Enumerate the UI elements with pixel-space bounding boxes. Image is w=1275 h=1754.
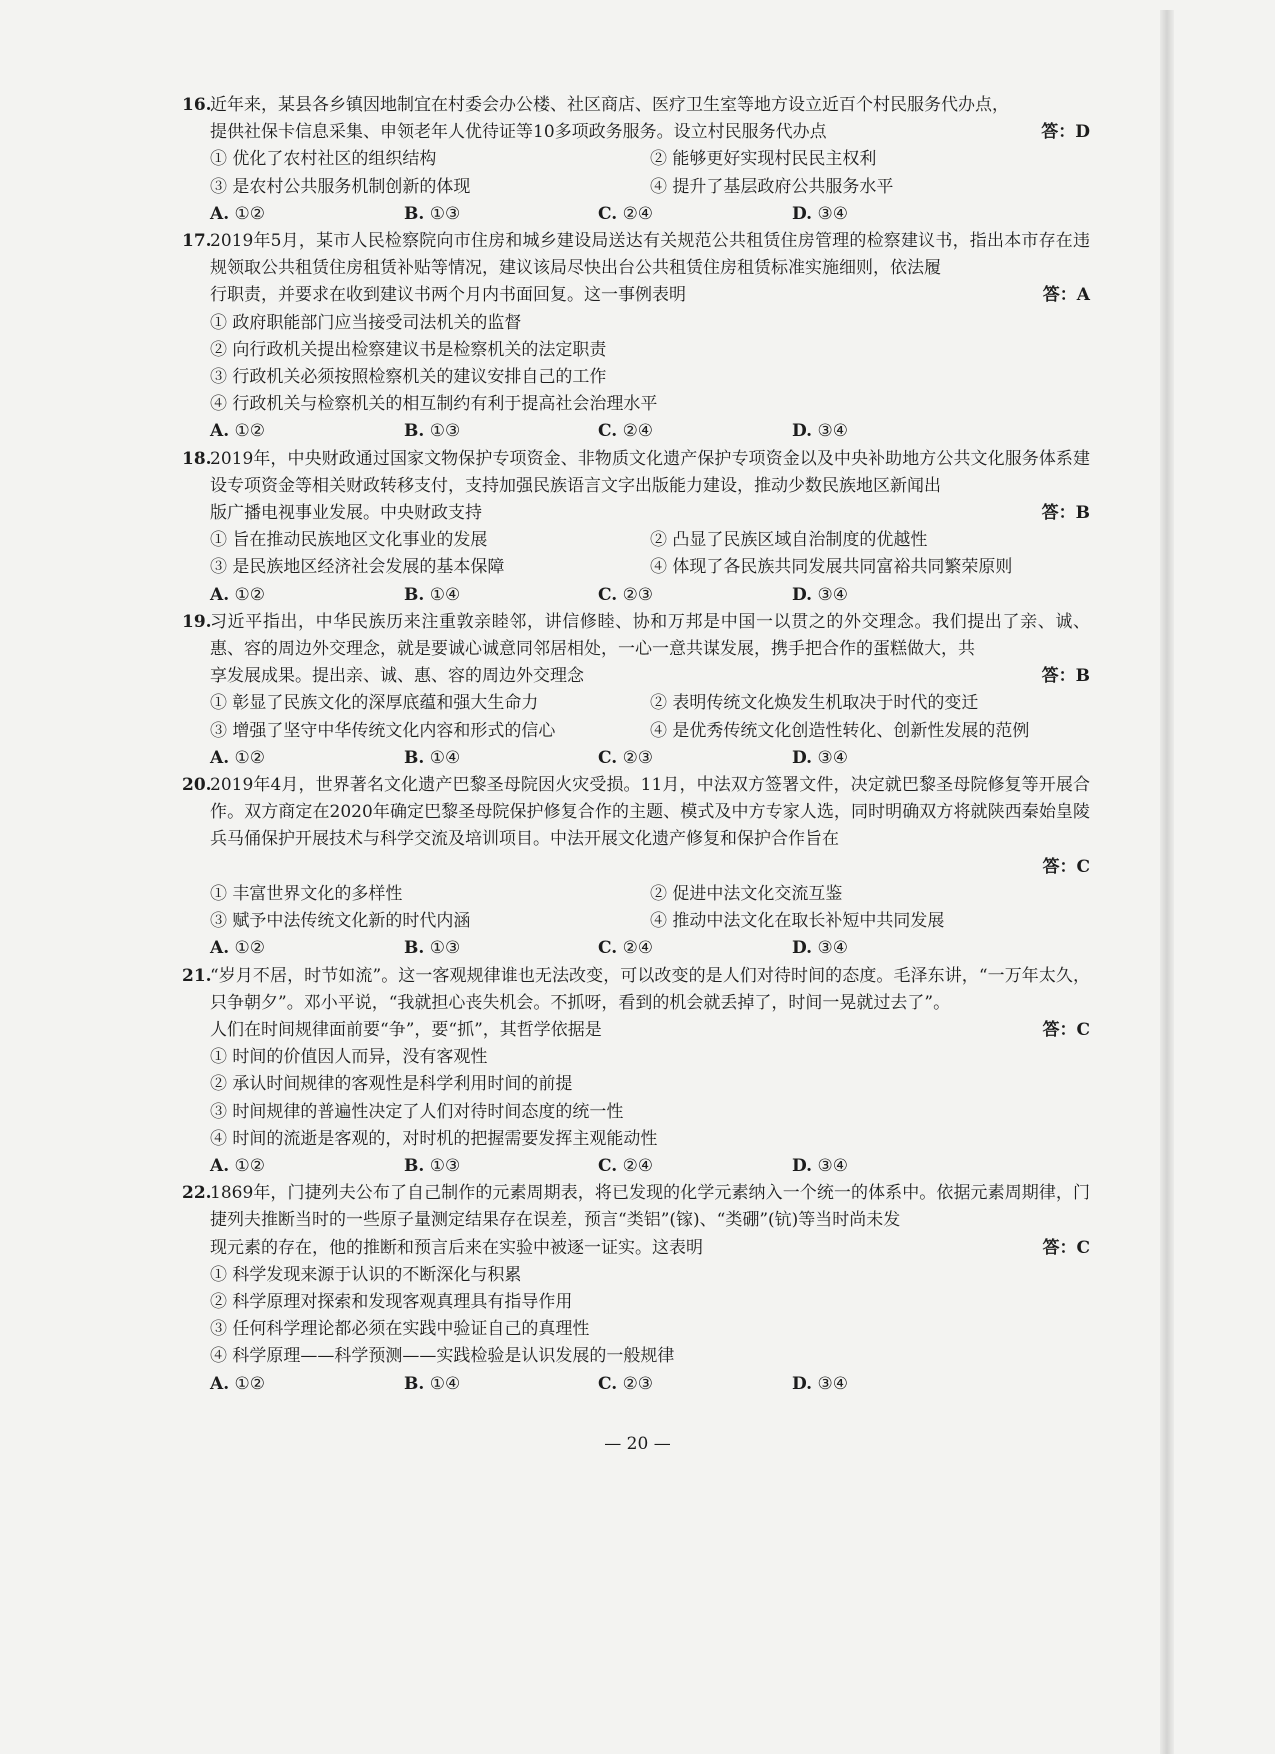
statement-item: ② 凸显了民族区域自治制度的优越性 (650, 530, 928, 551)
statement-item: ① 彰显了民族文化的深厚底蕴和强大生命力 (210, 693, 539, 714)
statement-list (182, 1044, 1090, 1153)
answer-prefix: 答： (1041, 666, 1076, 687)
stem-text-last-line (210, 663, 1090, 690)
choice-letter: A. (210, 421, 230, 442)
stem-text-last: 享发展成果。提出亲、诚、惠、容的周边外交理念 (210, 666, 584, 687)
choice-option (404, 1153, 598, 1180)
choice-value: ②③ (622, 747, 654, 768)
choice-letter: C. (598, 584, 618, 605)
stem-text-last-line (210, 500, 1090, 527)
choice-letter: D. (792, 1155, 813, 1176)
answer-key (1042, 663, 1090, 690)
statement-item: ③ 行政机关必须按照检察机关的建议安排自己的工作 (210, 367, 607, 388)
answer-letter: C (1076, 856, 1090, 877)
exam-page (182, 92, 1090, 1398)
statement-item: ③ 任何科学理论都必须在实践中验证自己的真理性 (210, 1319, 590, 1340)
stem-text-main: 2019年5月，某市人民检察院向市住房和城乡建设局送达有关规范公共租赁住房管理的检察建议书，指出本市存在违规领取公共租赁住房租赁补贴等情况，建议该局尽快出台公共租赁住房租赁标准实施细则，依法履 (210, 231, 1090, 279)
choice-option (210, 745, 404, 772)
answer-letter: C (1076, 1237, 1090, 1258)
stem-text-last: 人们在时间规律面前要“争”，要“抓”，其哲学依据是 (210, 1019, 602, 1040)
choice-value: ③④ (817, 747, 848, 768)
answer-key (1041, 119, 1090, 146)
statement-item: ① 丰富世界文化的多样性 (210, 883, 403, 904)
choice-value: ③④ (817, 1155, 848, 1176)
question-stem (182, 772, 1090, 854)
choice-letter: B. (404, 1155, 425, 1176)
choice-letter: B. (404, 584, 425, 605)
choice-value: ①② (234, 747, 265, 768)
stem-text-main: “岁月不居，时节如流”。这一客观规律谁也无法改变，可以改变的是人们对待时间的态度。毛泽东讲，“一万年太久，只争朝夕”。邓小平说，“我就担心丧失机会。不抓呀，看到的机会就丢掉了，时间一晃就过去了”。 (210, 965, 1090, 1013)
choice-option (210, 582, 404, 609)
answer-letter: B (1075, 503, 1090, 524)
statement-item: ③ 增强了坚守中华传统文化内容和形式的信心 (210, 720, 556, 741)
choice-letter: B. (404, 421, 425, 442)
choice-letter: D. (792, 203, 813, 224)
stem-text-main: 近年来，某县各乡镇因地制宜在村委会办公楼、社区商店、医疗卫生室等地方设立近百个村民服务代办点， (210, 95, 1009, 115)
stem-text-last: 行职责，并要求在收到建议书两个月内书面回复。这一事例表明 (210, 285, 686, 306)
choice-letter: B. (404, 203, 425, 224)
question-stem (182, 228, 1090, 310)
choice-option (792, 935, 986, 962)
choice-option (598, 201, 792, 228)
stem-text-last-line (210, 282, 1090, 309)
choice-option (404, 935, 598, 962)
choice-list (182, 935, 1090, 962)
choice-value: ②④ (622, 203, 654, 224)
question-20 (182, 772, 1090, 962)
choice-letter: C. (598, 747, 618, 768)
choice-value: ①③ (429, 203, 461, 224)
choice-value: ①③ (429, 421, 461, 442)
choice-option (210, 201, 404, 228)
stem-text-main: 习近平指出，中华民族历来注重敦亲睦邻，讲信修睦、协和万邦是中国一以贯之的外交理念。我们提出了亲、诚、惠、容的周边外交理念，就是要诚心诚意同邻居相处，一心一意共谋发展，携手把合作的蛋糕做大，共 (210, 611, 1090, 660)
choice-letter: D. (792, 747, 813, 768)
statement-item: ③ 是农村公共服务机制创新的体现 (210, 176, 471, 197)
statement-list (182, 881, 1090, 935)
answer-key (1042, 1235, 1090, 1262)
statement-list (182, 146, 1090, 200)
choice-letter: A. (210, 203, 230, 224)
statement-item: ③ 赋予中法传统文化新的时代内涵 (210, 911, 471, 932)
question-stem (182, 92, 1090, 146)
answer-prefix: 答： (1041, 503, 1076, 524)
choice-list (182, 582, 1090, 609)
statement-item: ② 能够更好实现村民民主权利 (650, 149, 877, 170)
statement-item: ① 时间的价值因人而异，没有客观性 (210, 1047, 488, 1068)
choice-option (210, 1153, 404, 1180)
question-22 (182, 1180, 1090, 1398)
question-stem (182, 609, 1090, 691)
answer-line (182, 854, 1090, 881)
answer-prefix: 答： (1041, 122, 1076, 143)
choice-option (404, 1371, 598, 1398)
choice-letter: A. (210, 1373, 230, 1394)
question-19 (182, 609, 1090, 772)
choice-option (792, 1371, 986, 1398)
stem-text-last: 提供社保卡信息采集、申领老年人优待证等10多项政务服务。设立村民服务代办点 (210, 122, 827, 143)
choice-letter: D. (792, 421, 813, 442)
choice-option (598, 418, 792, 445)
answer-letter: A (1076, 285, 1090, 306)
choice-option (792, 418, 986, 445)
answer-letter: D (1075, 122, 1090, 143)
stem-text-last-line (210, 119, 1090, 146)
scan-edge-shadow (1160, 10, 1174, 1754)
choice-value: ③④ (817, 1373, 848, 1394)
answer-prefix: 答： (1042, 1237, 1077, 1258)
question-stem-text (210, 92, 1090, 146)
choice-option (598, 1371, 792, 1398)
choice-letter: B. (404, 938, 425, 959)
choice-list (182, 201, 1090, 228)
stem-text-main: 2019年，中央财政通过国家文物保护专项资金、非物质文化遗产保护专项资金以及中央补助地方公共文化服务体系建设专项资金等相关财政转移支付，支持加强民族语言文字出版能力建设，推动少数民族地区新闻出 (210, 448, 1090, 496)
choice-letter: A. (210, 584, 230, 605)
question-17 (182, 228, 1090, 446)
stem-text-last: 现元素的存在，他的推断和预言后来在实验中被逐一证实。这表明 (210, 1237, 703, 1258)
question-stem-text (210, 228, 1090, 310)
stem-text-last: 版广播电视事业发展。中央财政支持 (210, 503, 482, 524)
choice-letter: C. (598, 203, 618, 224)
statement-item: ① 政府职能部门应当接受司法机关的监督 (210, 312, 522, 333)
answer-letter: C (1076, 1019, 1090, 1040)
choice-letter: D. (792, 1373, 813, 1394)
choice-value: ③④ (817, 938, 848, 959)
statement-item: ① 优化了农村社区的组织结构 (210, 149, 437, 170)
question-16 (182, 92, 1090, 228)
choice-list (182, 418, 1090, 445)
choice-option (792, 1153, 986, 1180)
question-stem-text (210, 1180, 1090, 1262)
answer-prefix: 答： (1042, 285, 1077, 306)
question-stem (182, 963, 1090, 1045)
choice-letter: B. (404, 1373, 425, 1394)
choice-option (792, 745, 986, 772)
answer-key (1043, 282, 1090, 309)
choice-letter: C. (598, 938, 618, 959)
choice-option (598, 745, 792, 772)
choice-value: ③④ (817, 203, 848, 224)
statement-item: ① 旨在推动民族地区文化事业的发展 (210, 530, 488, 551)
statement-item: ④ 体现了各民族共同发展共同富裕共同繁荣原则 (650, 557, 1013, 578)
choice-value: ①③ (429, 938, 461, 959)
question-number: 16. (182, 95, 212, 115)
question-number: 19. (182, 611, 212, 632)
choice-option (598, 935, 792, 962)
choice-value: ①③ (429, 1155, 461, 1176)
statement-item: ④ 推动中法文化在取长补短中共同发展 (650, 911, 945, 932)
choice-value: ①② (234, 1155, 265, 1176)
stem-text-last-line (210, 1017, 1090, 1044)
question-number: 21. (182, 965, 212, 986)
choice-option (598, 1153, 792, 1180)
choice-letter: A. (210, 938, 230, 959)
choice-value: ②④ (622, 421, 654, 442)
question-stem (182, 446, 1090, 528)
choice-value: ①② (234, 203, 265, 224)
question-21 (182, 963, 1090, 1181)
choice-value: ①② (234, 584, 265, 605)
question-number: 22. (182, 1183, 212, 1204)
choice-letter: C. (598, 421, 618, 442)
choice-option (404, 582, 598, 609)
statement-item: ④ 是优秀传统文化创造性转化、创新性发展的范例 (650, 720, 1030, 741)
statement-list (182, 690, 1090, 744)
statement-list (182, 310, 1090, 419)
statement-item: ④ 提升了基层政府公共服务水平 (650, 176, 894, 197)
question-number: 18. (182, 448, 212, 469)
choice-list (182, 1153, 1090, 1180)
statement-item: ② 承认时间规律的客观性是科学利用时间的前提 (210, 1074, 573, 1095)
choice-option (792, 201, 986, 228)
choice-letter: D. (792, 938, 813, 959)
answer-key (1042, 1017, 1090, 1044)
stem-text-main: 1869年，门捷列夫公布了自己制作的元素周期表，将已发现的化学元素纳入一个统一的体系中。依据元素周期律，门捷列夫推断当时的一些原子量测定结果存在误差，预言“类铝”(镓)、“类硼”(钪)等当时尚未发 (210, 1183, 1090, 1231)
question-stem-text (210, 772, 1090, 854)
statement-item: ③ 时间规律的普遍性决定了人们对待时间态度的统一性 (210, 1101, 624, 1122)
choice-option (404, 418, 598, 445)
question-stem-text (210, 609, 1090, 691)
statement-list (182, 527, 1090, 581)
answer-key (1042, 857, 1090, 877)
choice-letter: D. (792, 584, 813, 605)
statement-item: ② 科学原理对探索和发现客观真理具有指导作用 (210, 1291, 573, 1312)
choice-list (182, 1371, 1090, 1398)
statement-item: ④ 行政机关与检察机关的相互制约有利于提高社会治理水平 (210, 394, 658, 415)
choice-option (210, 418, 404, 445)
choice-value: ③④ (817, 421, 848, 442)
choice-letter: A. (210, 747, 230, 768)
statement-list (182, 1262, 1090, 1371)
choice-value: ①② (234, 1373, 265, 1394)
question-number: 20. (182, 775, 212, 796)
choice-letter: B. (404, 747, 425, 768)
choice-value: ①② (234, 938, 265, 959)
statement-item: ② 向行政机关提出检察建议书是检察机关的法定职责 (210, 339, 607, 360)
statement-item: ② 促进中法文化交流互鉴 (650, 883, 843, 904)
statement-item: ① 科学发现来源于认识的不断深化与积累 (210, 1264, 522, 1285)
question-number: 17. (182, 231, 212, 252)
question-stem (182, 1180, 1090, 1262)
page-number: — 20 — (604, 1434, 671, 1454)
choice-value: ③④ (817, 584, 848, 605)
stem-text-last-line (210, 1235, 1090, 1262)
choice-value: ②④ (622, 1155, 654, 1176)
question-stem-text (210, 446, 1090, 528)
choice-option (404, 201, 598, 228)
choice-letter: A. (210, 1155, 230, 1176)
answer-letter: B (1075, 666, 1090, 687)
choice-list (182, 745, 1090, 772)
choice-value: ②③ (622, 1373, 654, 1394)
choice-value: ②③ (622, 584, 654, 605)
statement-item: ④ 时间的流逝是客观的，对时机的把握需要发挥主观能动性 (210, 1128, 658, 1149)
choice-option (404, 745, 598, 772)
statement-item: ④ 科学原理——科学预测——实践检验是认识发展的一般规律 (210, 1346, 675, 1367)
question-stem-text (210, 963, 1090, 1045)
choice-option (792, 582, 986, 609)
choice-letter: C. (598, 1155, 618, 1176)
statement-item: ② 表明传统文化焕发生机取决于时代的变迁 (650, 693, 979, 714)
choice-letter: C. (598, 1373, 618, 1394)
choice-value: ②④ (622, 938, 654, 959)
choice-option (210, 935, 404, 962)
choice-value: ①④ (429, 1373, 461, 1394)
answer-prefix: 答： (1042, 1019, 1077, 1040)
statement-item: ③ 是民族地区经济社会发展的基本保障 (210, 557, 505, 578)
choice-option (598, 582, 792, 609)
stem-text-main: 2019年4月，世界著名文化遗产巴黎圣母院因火灾受损。11月，中法双方签署文件，决定就巴黎圣母院修复等开展合作。双方商定在2020年确定巴黎圣母院保护修复合作的主题、模式及中方专家人选，同时明确双方将就陕西秦始皇陵兵马俑保护开展技术与科学交流及培训项目。中法开展文化遗产修复和保护合作旨在 (210, 775, 1090, 850)
answer-prefix: 答： (1042, 856, 1077, 877)
choice-value: ①② (234, 421, 265, 442)
choice-value: ①④ (429, 747, 461, 768)
answer-key (1042, 500, 1090, 527)
question-18 (182, 446, 1090, 609)
choice-value: ①④ (429, 584, 461, 605)
choice-option (210, 1371, 404, 1398)
